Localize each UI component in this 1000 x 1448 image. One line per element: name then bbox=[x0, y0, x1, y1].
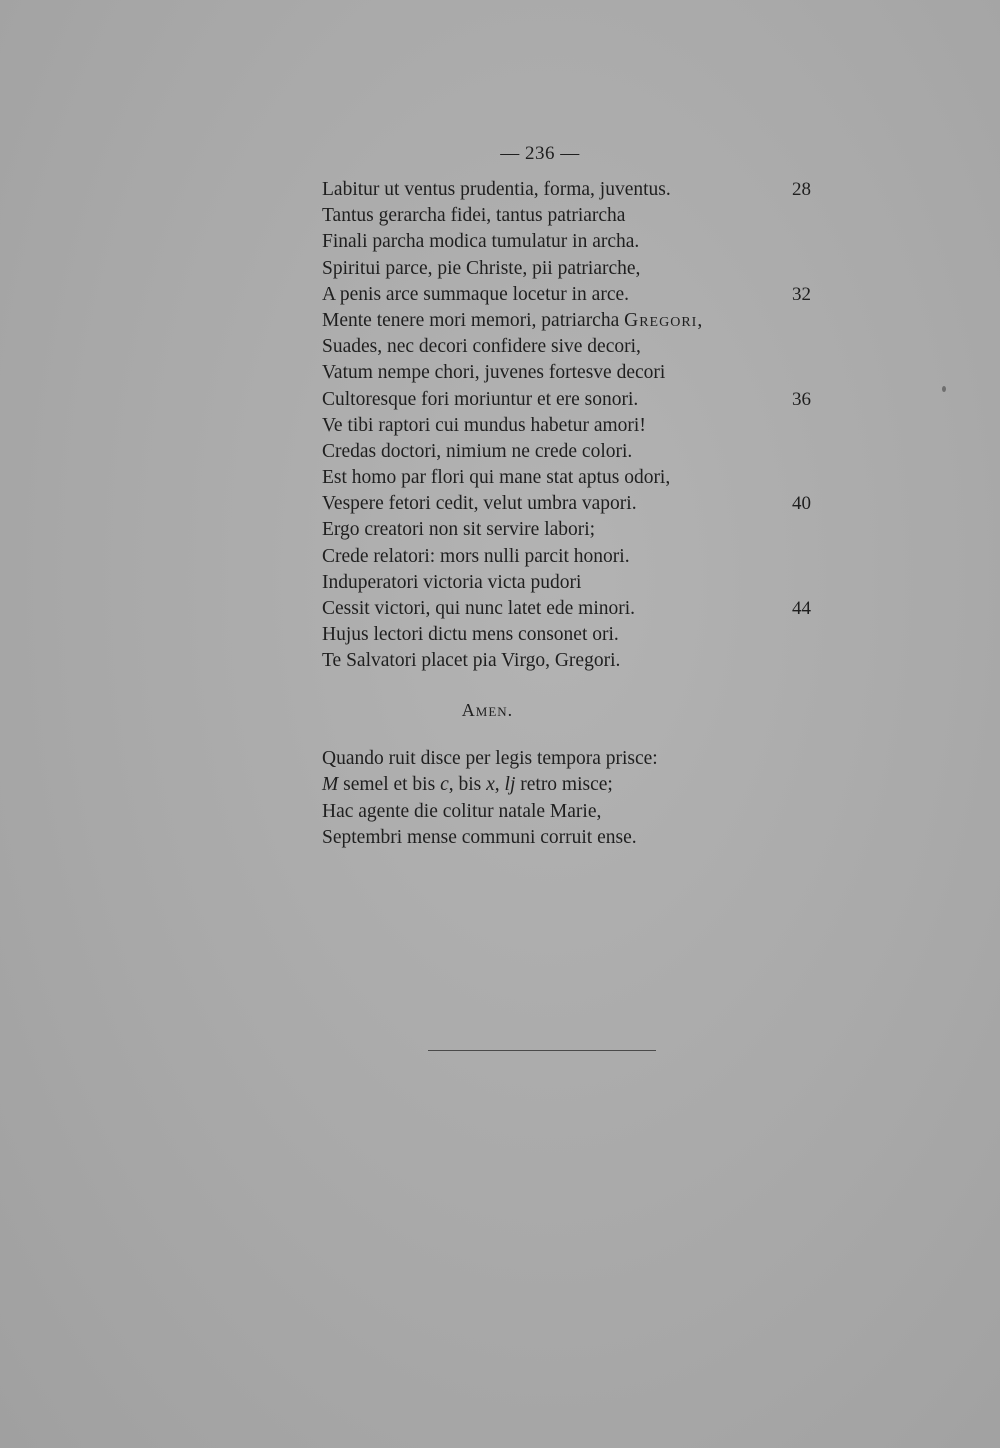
verse-line bbox=[322, 177, 822, 203]
verse-text: Est homo par flori qui mane stat aptus odori, bbox=[322, 467, 671, 489]
verse-line bbox=[322, 360, 822, 386]
verse-line bbox=[322, 256, 822, 282]
colophon-text: Quando ruit disce per legis tempora prisce: bbox=[322, 748, 658, 769]
line-number: 44 bbox=[792, 598, 811, 619]
colophon-line bbox=[322, 746, 742, 772]
verse-text: Vatum nempe chori, juvenes fortesve decori bbox=[322, 362, 666, 384]
verse-text: Ergo creatori non sit servire labori; bbox=[322, 519, 596, 541]
verse-text: Te Salvatori placet pia Virgo, Gregori. bbox=[322, 650, 621, 672]
verse-text: Vespere fetori cedit, velut umbra vapori. bbox=[322, 493, 637, 515]
verse-line bbox=[322, 439, 822, 465]
verse-smallcaps-name: Gregori bbox=[624, 309, 698, 331]
colophon bbox=[322, 746, 742, 851]
verse-text: Mente tenere mori memori, patriarcha bbox=[322, 309, 625, 331]
verse-text: Credas doctori, nimium ne crede colori. bbox=[322, 440, 633, 462]
colophon-line bbox=[322, 772, 742, 798]
verse-text: Hujus lectori dictu mens consonet ori. bbox=[322, 624, 619, 646]
verse-line bbox=[322, 596, 822, 622]
verse-text: Cessit victori, qui nunc latet ede minori. bbox=[322, 598, 636, 619]
line-number: 36 bbox=[792, 388, 811, 410]
paper-speck bbox=[942, 386, 946, 392]
colophon-line bbox=[322, 825, 742, 851]
end-rule bbox=[428, 1050, 656, 1051]
colophon-text: Septembri mense communi corruit ense. bbox=[322, 826, 637, 848]
colophon-text: retro misce; bbox=[515, 774, 613, 796]
verse-line bbox=[322, 282, 822, 308]
verse-punctuation: , bbox=[697, 309, 703, 331]
colophon-text: Hac agente die colitur natale Marie, bbox=[322, 800, 602, 822]
verse-text: Finali parcha modica tumulatur in archa. bbox=[322, 231, 640, 253]
colophon-text: semel et bis bbox=[338, 774, 441, 796]
verse-text: Cultoresque fori moriuntur et ere sonori. bbox=[322, 388, 639, 410]
colophon-line bbox=[322, 799, 742, 825]
colophon-numeral-c: c bbox=[440, 774, 449, 796]
verse-text: Ve tibi raptori cui mundus habetur amori! bbox=[322, 414, 646, 436]
verse-text: Suades, nec decori confidere sive decori, bbox=[322, 336, 641, 358]
verse-line bbox=[322, 491, 822, 517]
verse-text: Induperatori victoria victa pudori bbox=[322, 571, 582, 593]
verse-text: Tantus gerarcha fidei, tantus patriarcha bbox=[322, 205, 626, 227]
amen-heading: Amen. bbox=[461, 700, 514, 720]
colophon-numeral-m: M bbox=[322, 774, 339, 796]
verse-line bbox=[322, 203, 822, 229]
colophon-text: , bbox=[494, 774, 505, 796]
verse-line bbox=[322, 413, 822, 439]
line-number: 32 bbox=[792, 283, 811, 305]
verse-line bbox=[322, 622, 822, 648]
verse-line bbox=[322, 387, 822, 413]
verse-line bbox=[322, 334, 822, 360]
colophon-text: , bis bbox=[448, 774, 487, 796]
line-number: 28 bbox=[792, 179, 811, 200]
verse-line bbox=[322, 570, 822, 596]
verse-line bbox=[322, 465, 822, 491]
verse-line bbox=[322, 308, 822, 334]
colophon-numeral-lj: lj bbox=[504, 774, 516, 796]
verse-text: Spiritui parce, pie Christe, pii patriarche, bbox=[322, 257, 641, 279]
verse-line bbox=[322, 648, 822, 674]
page-number: — 236 — bbox=[500, 143, 580, 164]
poem bbox=[322, 177, 822, 675]
verse-text: Crede relatori: mors nulli parcit honori. bbox=[322, 545, 630, 567]
verse-line bbox=[322, 517, 822, 543]
line-number: 40 bbox=[792, 493, 811, 515]
verse-text: Labitur ut ventus prudentia, forma, juventus. bbox=[322, 179, 671, 200]
verse-line bbox=[322, 544, 822, 570]
verse-text: A penis arce summaque locetur in arce. bbox=[322, 283, 630, 305]
verse-line bbox=[322, 229, 822, 255]
colophon-numeral-x: x bbox=[486, 774, 495, 796]
